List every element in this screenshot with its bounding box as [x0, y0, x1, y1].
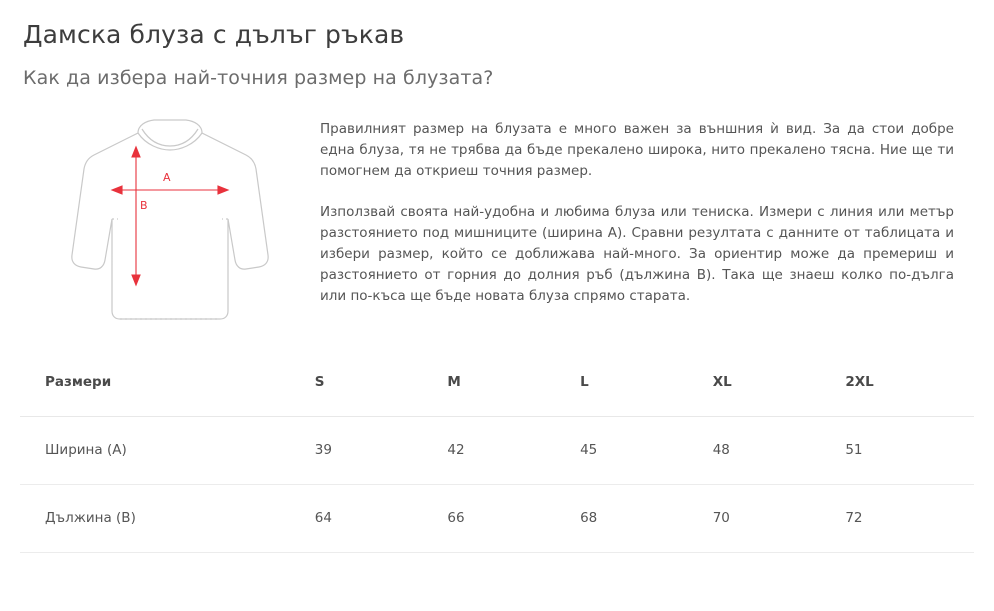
table-header-row [20, 348, 974, 416]
table-header-s: S [311, 348, 444, 416]
cell-width-xl: 48 [712, 442, 730, 458]
cell-width-s: 39 [314, 442, 332, 458]
instruction-paragraph-1: Правилният размер на блузата е много важен за външния ѝ вид. За да стои добре една блуза, тя не трябва да бъде прекалено широка, нито прекалено тясна. Ние ще ти помогнем да откриеш точния размер. [320, 121, 954, 179]
cell-length-m: 66 [447, 510, 465, 526]
figure-label-b: B [140, 199, 148, 212]
size-guide-page [0, 20, 994, 611]
cell-width-2xl: 51 [845, 442, 863, 458]
size-table [20, 348, 974, 553]
row-label-length: Дължина (B) [45, 510, 136, 526]
instruction-paragraph-2: Използвай своята най-удобна и любима блуза или тениска. Измери с линия или метър разстоянието под мишниците (ширина A). Сравни резултата с данните от таблицата и избери размер, който се доближава най-много. За ориентир може да премериш и разстоянието от горния до долния ръб (дължина B). Така ще знаеш колко по-дълга или по-къса ще бъде новата блуза спрямо старата. [320, 204, 954, 304]
row-label-width: Ширина (A) [45, 442, 127, 458]
table-header-m: M [443, 348, 576, 416]
table-header-l: L [576, 348, 709, 416]
figure-label-a: A [163, 171, 171, 184]
intro-section [20, 109, 974, 330]
cell-length-l: 68 [580, 510, 598, 526]
shirt-diagram-figure [20, 109, 320, 330]
page-title: Дамска блуза с дълъг ръкав [23, 20, 405, 49]
cell-length-xl: 70 [712, 510, 730, 526]
table-row [20, 416, 974, 484]
shirt-diagram-icon [50, 115, 290, 330]
table-header-measure: Размери [20, 348, 311, 416]
cell-width-m: 42 [447, 442, 465, 458]
table-header-2xl: 2XL [841, 348, 974, 416]
table-header-xl: XL [709, 348, 842, 416]
size-table-head [20, 348, 974, 416]
size-table-body [20, 416, 974, 552]
cell-length-s: 64 [314, 510, 332, 526]
instructions-text [320, 109, 974, 307]
cell-width-l: 45 [580, 442, 598, 458]
cell-length-2xl: 72 [845, 510, 863, 526]
page-subtitle: Как да избера най-точния размер на блузата? [23, 67, 494, 89]
table-row [20, 484, 974, 552]
